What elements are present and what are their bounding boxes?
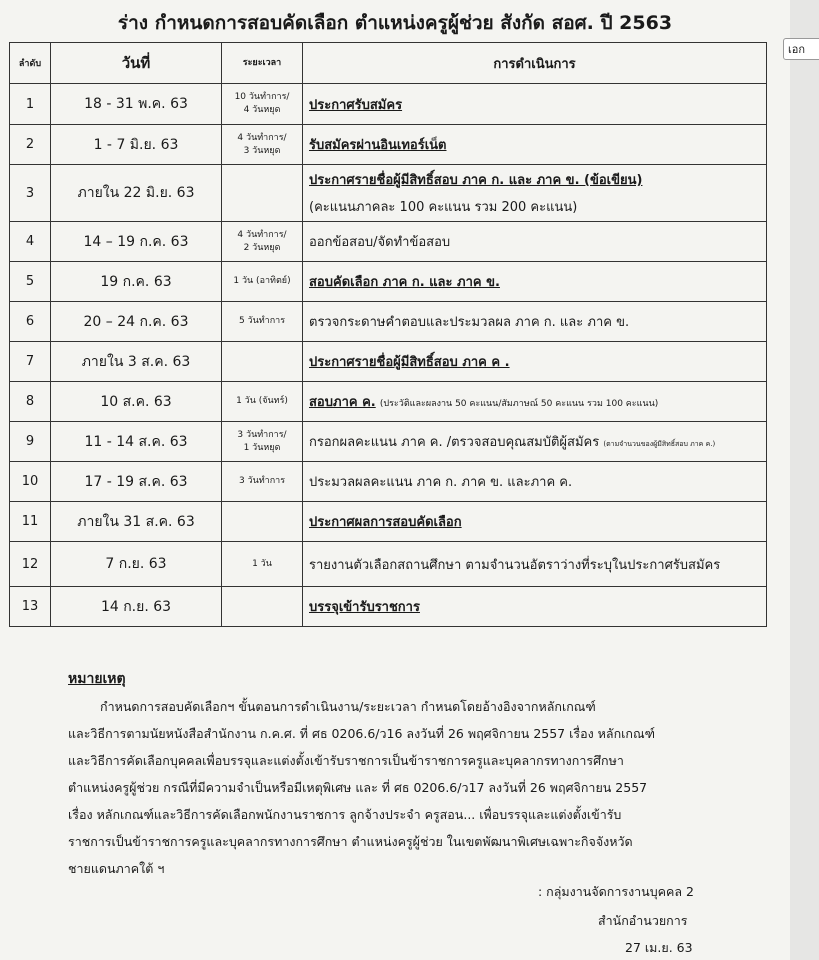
row-date: ภายใน 22 มิ.ย. 63 — [51, 165, 222, 222]
notes-line: ชายแดนภาคใต้ ฯ — [68, 861, 165, 876]
notes-line: และวิธีการคัดเลือกบุคคลเพื่อบรรจุและแต่งตั้งเข้ารับราชการเป็นข้าราชการครูและบุคลากรทางการศึกษา — [68, 753, 624, 768]
row-duration — [222, 84, 303, 125]
row-action — [303, 84, 767, 125]
duration-line: 4 วันทำการ/ — [237, 132, 287, 143]
duration-line: 3 วันทำการ/ — [237, 429, 287, 440]
action-text: ประมวลผลคะแนน ภาค ก. ภาค ข. และภาค ค. — [309, 475, 573, 490]
row-date: 14 – 19 ก.ค. 63 — [51, 222, 222, 262]
table-row — [10, 342, 767, 382]
table-row — [10, 587, 767, 627]
header-action: การดำเนินการ — [303, 43, 767, 84]
action-line — [309, 596, 766, 617]
row-action — [303, 165, 767, 222]
row-duration — [222, 502, 303, 542]
table-row — [10, 262, 767, 302]
action-text: กรอกผลคะแนน ภาค ค. /ตรวจสอบคุณสมบัติผู้สมัคร — [309, 435, 600, 450]
row-number: 3 — [10, 165, 51, 222]
row-number: 10 — [10, 462, 51, 502]
row-date: ภายใน 3 ส.ค. 63 — [51, 342, 222, 382]
table-row — [10, 502, 767, 542]
action-text: สอบภาค ค. — [309, 395, 376, 410]
action-text: ประกาศรายชื่อผู้มีสิทธิ์สอบ ภาค ก. และ ภาค ข. (ข้อเขียน) — [309, 173, 643, 188]
notes-line: ตำแหน่งครูผู้ช่วย กรณีที่มีความจำเป็นหรือมีเหตุพิเศษ และ ที่ ศธ 0206.6/ว17 ลงวันที่ 26 พฤศจิกายน 2557 — [68, 780, 648, 795]
duration-line: 3 วันหยุด — [243, 145, 281, 156]
row-date: 1 - 7 มิ.ย. 63 — [51, 125, 222, 165]
row-action — [303, 542, 767, 587]
row-number: 7 — [10, 342, 51, 382]
row-duration — [222, 125, 303, 165]
action-line — [309, 554, 766, 575]
row-number: 1 — [10, 84, 51, 125]
table-row — [10, 542, 767, 587]
notes-heading: หมายเหตุ — [68, 671, 126, 687]
row-date: 14 ก.ย. 63 — [51, 587, 222, 627]
action-text: ประกาศรายชื่อผู้มีสิทธิ์สอบ ภาค ค . — [309, 355, 510, 370]
row-number: 11 — [10, 502, 51, 542]
row-duration — [222, 222, 303, 262]
action-text: บรรจุเข้ารับราชการ — [309, 600, 420, 615]
schedule-body — [10, 84, 767, 627]
row-number: 13 — [10, 587, 51, 627]
action-note: (ประวัติและผลงาน 50 คะแนน/สัมภาษณ์ 50 คะแนน รวม 100 คะแนน) — [379, 399, 659, 409]
row-date: 17 - 19 ส.ค. 63 — [51, 462, 222, 502]
row-action — [303, 342, 767, 382]
action-line — [309, 231, 766, 252]
row-number: 12 — [10, 542, 51, 587]
row-duration — [222, 462, 303, 502]
table-row — [10, 422, 767, 462]
action-line — [309, 134, 766, 155]
row-action — [303, 222, 767, 262]
row-duration — [222, 587, 303, 627]
document-title: ร่าง กำหนดการสอบคัดเลือก ตำแหน่งครูผู้ช่วย สังกัด สอศ. ปี 2563 — [117, 12, 673, 34]
row-date: 20 – 24 ก.ค. 63 — [51, 302, 222, 342]
table-row — [10, 462, 767, 502]
row-number: 9 — [10, 422, 51, 462]
row-action — [303, 382, 767, 422]
action-text: ประกาศรับสมัคร — [309, 97, 403, 113]
row-duration — [222, 342, 303, 382]
action-text: ตรวจกระดาษคำตอบและประมวลผล ภาค ก. และ ภาค ข. — [309, 315, 630, 330]
duration-line: 1 วัน — [252, 558, 272, 569]
row-number: 5 — [10, 262, 51, 302]
duration-line: 1 วัน (จันทร์) — [236, 396, 288, 406]
header-no: ลำดับ — [10, 43, 51, 84]
row-action — [303, 502, 767, 542]
row-number: 4 — [10, 222, 51, 262]
table-row — [10, 382, 767, 422]
notes-line: กำหนดการสอบคัดเลือกฯ ขั้นตอนการดำเนินงาน/ระยะเวลา กำหนดโดยอ้างอิงจากหลักเกณฑ์ — [100, 699, 596, 714]
duration-line: 3 วันทำการ — [238, 476, 286, 486]
row-number: 6 — [10, 302, 51, 342]
row-action — [303, 462, 767, 502]
header-date: วันที่ — [51, 43, 222, 84]
action-line — [309, 311, 766, 332]
duration-line: 10 วันทำการ/ — [234, 92, 290, 102]
table-row — [10, 165, 767, 222]
row-date: 11 - 14 ส.ค. 63 — [51, 422, 222, 462]
action-text: รับสมัครผ่านอินเทอร์เน็ต — [309, 138, 447, 153]
duration-line: 5 วันทำการ — [238, 316, 286, 326]
row-duration — [222, 542, 303, 587]
signature-date: 27 เม.ย. 63 — [625, 940, 693, 955]
action-line — [309, 169, 766, 190]
row-date: 10 ส.ค. 63 — [51, 382, 222, 422]
header-duration: ระยะเวลา — [222, 43, 303, 84]
table-row — [10, 125, 767, 165]
row-duration — [222, 165, 303, 222]
signature-office: สำนักอำนวยการ — [598, 913, 688, 928]
action-line — [309, 271, 766, 292]
action-line — [309, 94, 766, 115]
row-action — [303, 302, 767, 342]
duration-line: 1 วันหยุด — [243, 442, 281, 453]
notes-line: และวิธีการตามนัยหนังสือสำนักงาน ก.ค.ศ. ที่ ศธ 0206.6/ว16 ลงวันที่ 26 พฤศจิกายน 2557 เรื่อง หลักเกณฑ์ — [68, 726, 655, 741]
action-text: สอบคัดเลือก ภาค ก. และ ภาค ข. — [309, 275, 500, 290]
signature-department: : กลุ่มงานจัดการงานบุคคล 2 — [538, 884, 694, 899]
table-row — [10, 84, 767, 125]
action-line — [309, 351, 766, 372]
notes-text — [68, 693, 733, 882]
duration-line: 2 วันหยุด — [243, 242, 281, 253]
adjacent-page-edge — [790, 0, 819, 960]
table-header-row — [10, 43, 767, 84]
action-text: ประกาศผลการสอบคัดเลือก — [309, 515, 462, 530]
action-line — [309, 471, 766, 492]
notes-line: เรื่อง หลักเกณฑ์และวิธีการคัดเลือกพนักงานราชการ ลูกจ้างประจำ ครูสอน... เพื่อบรรจุและแต่งตั้งเข้ารับ — [68, 807, 622, 822]
row-date: 7 ก.ย. 63 — [51, 542, 222, 587]
action-note: (ตามจำนวนของผู้มีสิทธิ์สอบ ภาค ค.) — [603, 440, 716, 448]
schedule-table — [9, 42, 767, 627]
row-date: ภายใน 31 ส.ค. 63 — [51, 502, 222, 542]
side-tab: เอก — [783, 38, 819, 60]
duration-line: 4 วันหยุด — [243, 105, 281, 115]
row-duration — [222, 422, 303, 462]
duration-line: 1 วัน (อาทิตย์) — [233, 276, 291, 286]
row-action — [303, 262, 767, 302]
row-duration — [222, 382, 303, 422]
row-duration — [222, 262, 303, 302]
action-text: รายงานตัวเลือกสถานศึกษา ตามจำนวนอัตราว่างที่ระบุในประกาศรับสมัคร — [309, 557, 721, 573]
row-action — [303, 422, 767, 462]
notes-line: ราชการเป็นข้าราชการครูและบุคลากรทางการศึกษา ตำแหน่งครูผู้ช่วย ในเขตพัฒนาพิเศษเฉพาะกิจจังหวัด — [68, 834, 633, 849]
action-line — [309, 431, 766, 452]
row-duration — [222, 302, 303, 342]
row-action — [303, 125, 767, 165]
row-action — [303, 587, 767, 627]
row-date: 19 ก.ค. 63 — [51, 262, 222, 302]
duration-line: 4 วันทำการ/ — [237, 229, 287, 240]
table-row — [10, 222, 767, 262]
row-number: 8 — [10, 382, 51, 422]
action-line — [309, 511, 766, 532]
table-row — [10, 302, 767, 342]
row-number: 2 — [10, 125, 51, 165]
action-text: ออกข้อสอบ/จัดทำข้อสอบ — [309, 235, 451, 250]
action-line — [309, 391, 766, 412]
row-date: 18 - 31 พ.ค. 63 — [51, 84, 222, 125]
action-subtext: (คะแนนภาคละ 100 คะแนน รวม 200 คะแนน) — [309, 200, 578, 215]
